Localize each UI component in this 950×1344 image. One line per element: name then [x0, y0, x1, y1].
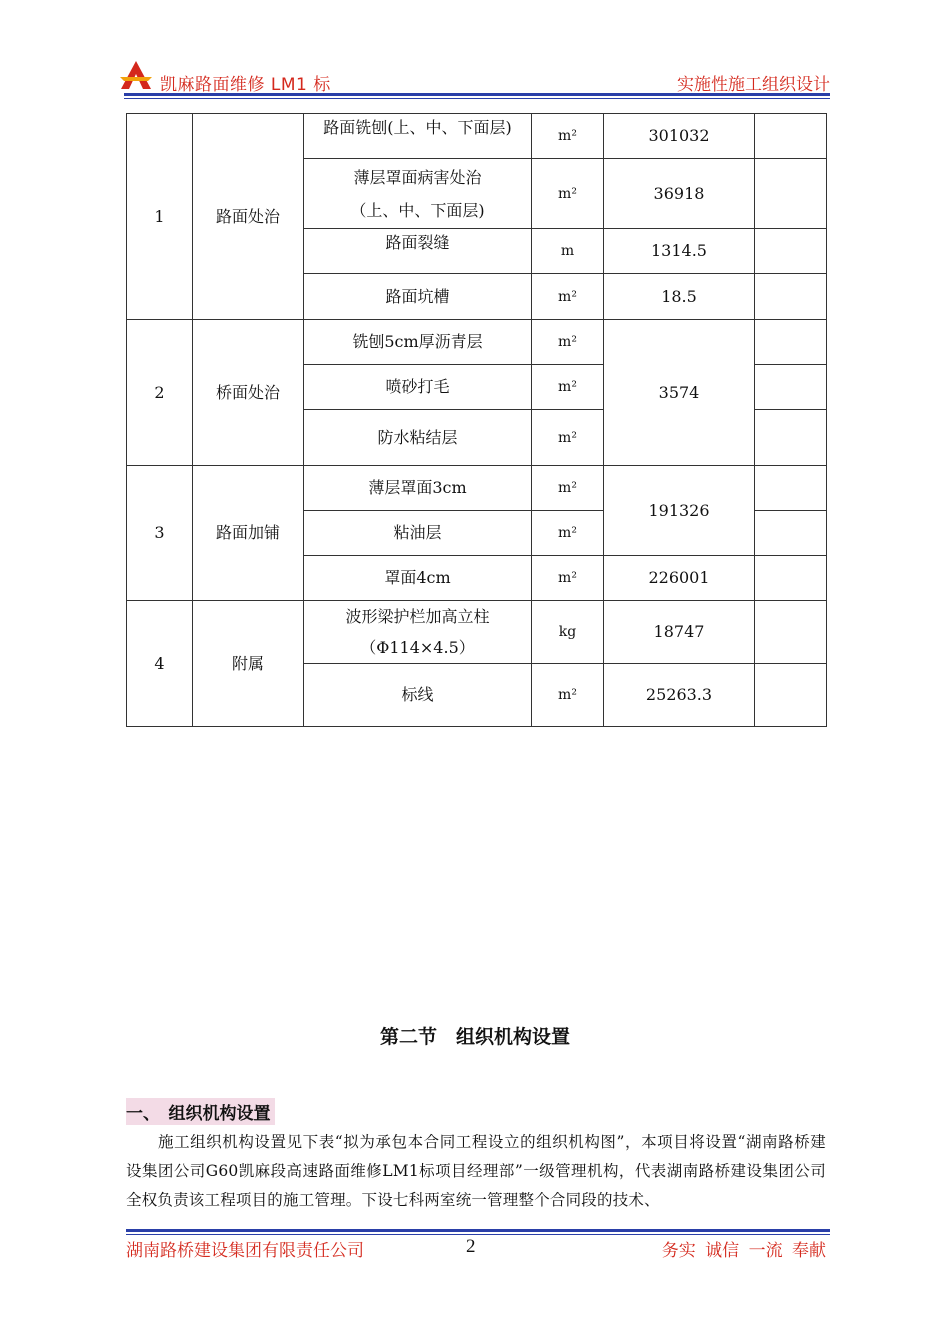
header-rule-thin [124, 98, 830, 99]
qty-cell: 18.5 [604, 274, 755, 320]
unit-cell: m [532, 229, 604, 274]
unit-cell: m² [532, 114, 604, 159]
item-name-cell: 喷砂打毛 [304, 365, 532, 410]
category-cell: 路面处治 [193, 114, 304, 320]
remark-cell [755, 229, 827, 274]
remark-cell [755, 274, 827, 320]
row-number: 2 [127, 320, 193, 466]
qty-cell: 25263.3 [604, 664, 755, 727]
unit-cell: m² [532, 466, 604, 511]
remark-cell [755, 320, 827, 365]
row-number: 4 [127, 601, 193, 727]
table-row [127, 114, 827, 159]
item-name-cell: 防水粘结层 [304, 410, 532, 466]
subsection-title: 一、 组织机构设置 [126, 1098, 275, 1125]
unit-cell: m² [532, 410, 604, 466]
company-logo-icon [118, 60, 154, 90]
remark-cell [755, 466, 827, 511]
item-name-cell [304, 114, 532, 159]
unit-cell: m² [532, 159, 604, 229]
section-title: 第二节 组织机构设置 [379, 1026, 570, 1048]
table-row [127, 601, 827, 664]
footer-rule [126, 1229, 830, 1232]
unit-cell: m² [532, 274, 604, 320]
item-name-cell: 路面坑槽 [304, 274, 532, 320]
qty-cell: 1314.5 [604, 229, 755, 274]
quantities-table [126, 113, 827, 727]
footer-rule-thin [126, 1234, 830, 1235]
unit-cell: m² [532, 365, 604, 410]
remark-cell [755, 601, 827, 664]
table-row [127, 466, 827, 511]
qty-cell: 226001 [604, 556, 755, 601]
item-name-cell: 标线 [304, 664, 532, 727]
body-paragraph: 施工组织机构设置见下表“拟为承包本合同工程设立的组织机构图”，本项目将设置“湖南路桥建设集团公司G60凯麻段高速路面维修LM1标项目经理部”一级管理机构，代表湖南路桥建设集团公司全权负责该工程项目的施工管理。下设七科两室统一管理整个合同段的技术、 [126, 1133, 826, 1209]
header-left-title: 凯麻路面维修 LM1 标 [160, 75, 331, 95]
item-name-cell: 粘油层 [304, 511, 532, 556]
unit-cell: m² [532, 511, 604, 556]
unit-cell: m² [532, 664, 604, 727]
footer-motto: 务实 诚信 一流 奉献 [661, 1241, 826, 1261]
header-right-title: 实施性施工组织设计 [677, 75, 830, 95]
qty-cell: 301032 [604, 114, 755, 159]
remark-cell [755, 114, 827, 159]
item-name-cell: 铣刨5cm厚沥青层 [304, 320, 532, 365]
page-header [124, 60, 830, 100]
unit-cell: m² [532, 556, 604, 601]
header-rule [124, 93, 830, 96]
qty-cell: 18747 [604, 601, 755, 664]
footer-company: 湖南路桥建设集团有限责任公司 [126, 1241, 364, 1261]
remark-cell [755, 556, 827, 601]
item-name-cell: 路面裂缝 [304, 229, 532, 274]
row-number: 3 [127, 466, 193, 601]
qty-cell: 3574 [604, 320, 755, 466]
item-name-cell: 薄层罩面3cm [304, 466, 532, 511]
item-name-cell: 波形梁护栏加高立柱（Φ114×4.5） [304, 601, 532, 664]
page-number: 2 [466, 1236, 476, 1257]
category-cell: 桥面处治 [193, 320, 304, 466]
qty-cell: 191326 [604, 466, 755, 556]
unit-cell: m² [532, 320, 604, 365]
category-cell: 附属 [193, 601, 304, 727]
table-row [127, 320, 827, 365]
category-cell: 路面加铺 [193, 466, 304, 601]
remark-cell [755, 159, 827, 229]
row-number: 1 [127, 114, 193, 320]
unit-cell: kg [532, 601, 604, 664]
remark-cell [755, 511, 827, 556]
item-name-cell: 罩面4cm [304, 556, 532, 601]
remark-cell [755, 410, 827, 466]
remark-cell [755, 664, 827, 727]
item-name-cell: 薄层罩面病害处治（上、中、下面层) [304, 159, 532, 229]
qty-cell: 36918 [604, 159, 755, 229]
item-name-text: 路面铣刨(上、中、下面层) [323, 118, 512, 137]
remark-cell [755, 365, 827, 410]
